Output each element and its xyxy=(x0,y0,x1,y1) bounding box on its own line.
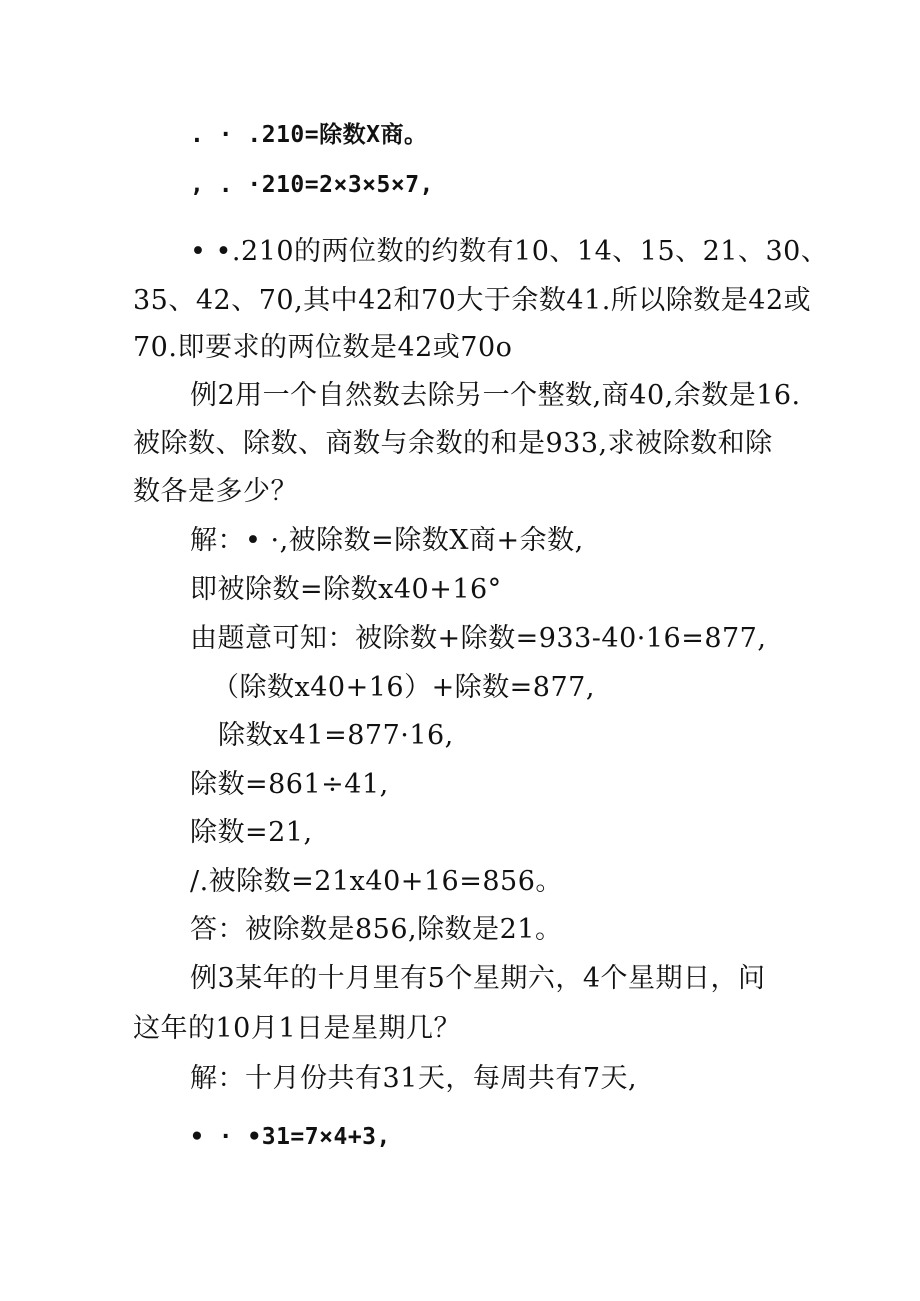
text-line-10: 即被除数=除数x40+16° xyxy=(190,574,502,605)
text-line-15: 除数=21, xyxy=(190,817,313,848)
text-line-21: • · •31=7×4+3, xyxy=(190,1124,391,1150)
text-line-4: 35、42、70,其中42和70大于余数41.所以除数是42或 xyxy=(133,285,812,316)
text-line-16: /.被除数=21x40+16=856。 xyxy=(190,866,563,897)
text-line-18: 例3某年的十月里有5个星期六，4个星期日，问 xyxy=(190,963,766,994)
text-line-19: 这年的10月1日是星期几？ xyxy=(133,1013,462,1044)
text-line-9: 解：• ·,被除数=除数X商+余数, xyxy=(190,525,584,556)
text-line-17: 答：被除数是856,除数是21。 xyxy=(190,914,563,945)
text-line-11: 由题意可知：被除数+除数=933-40·16=877, xyxy=(190,623,767,654)
text-line-1: . · .210=除数X商。 xyxy=(190,122,428,148)
text-line-8: 数各是多少？ xyxy=(133,476,298,507)
text-line-3: • •.210的两位数的约数有10、14、15、21、30、 xyxy=(190,236,829,267)
text-line-7: 被除数、除数、商数与余数的和是933,求被除数和除 xyxy=(133,428,773,459)
text-line-2: , . ·210=2×3×5×7, xyxy=(190,172,434,198)
text-line-14: 除数=861÷41, xyxy=(190,769,389,800)
text-line-20: 解：十月份共有31天，每周共有7天, xyxy=(190,1063,638,1094)
text-line-5: 70.即要求的两位数是42或70o xyxy=(133,332,513,363)
text-line-6: 例2用一个自然数去除另一个整数,商40,余数是16. xyxy=(190,380,801,411)
text-line-12: （除数x40+16）+除数=877, xyxy=(212,672,595,703)
text-line-13: 除数x41=877·16, xyxy=(218,720,454,751)
